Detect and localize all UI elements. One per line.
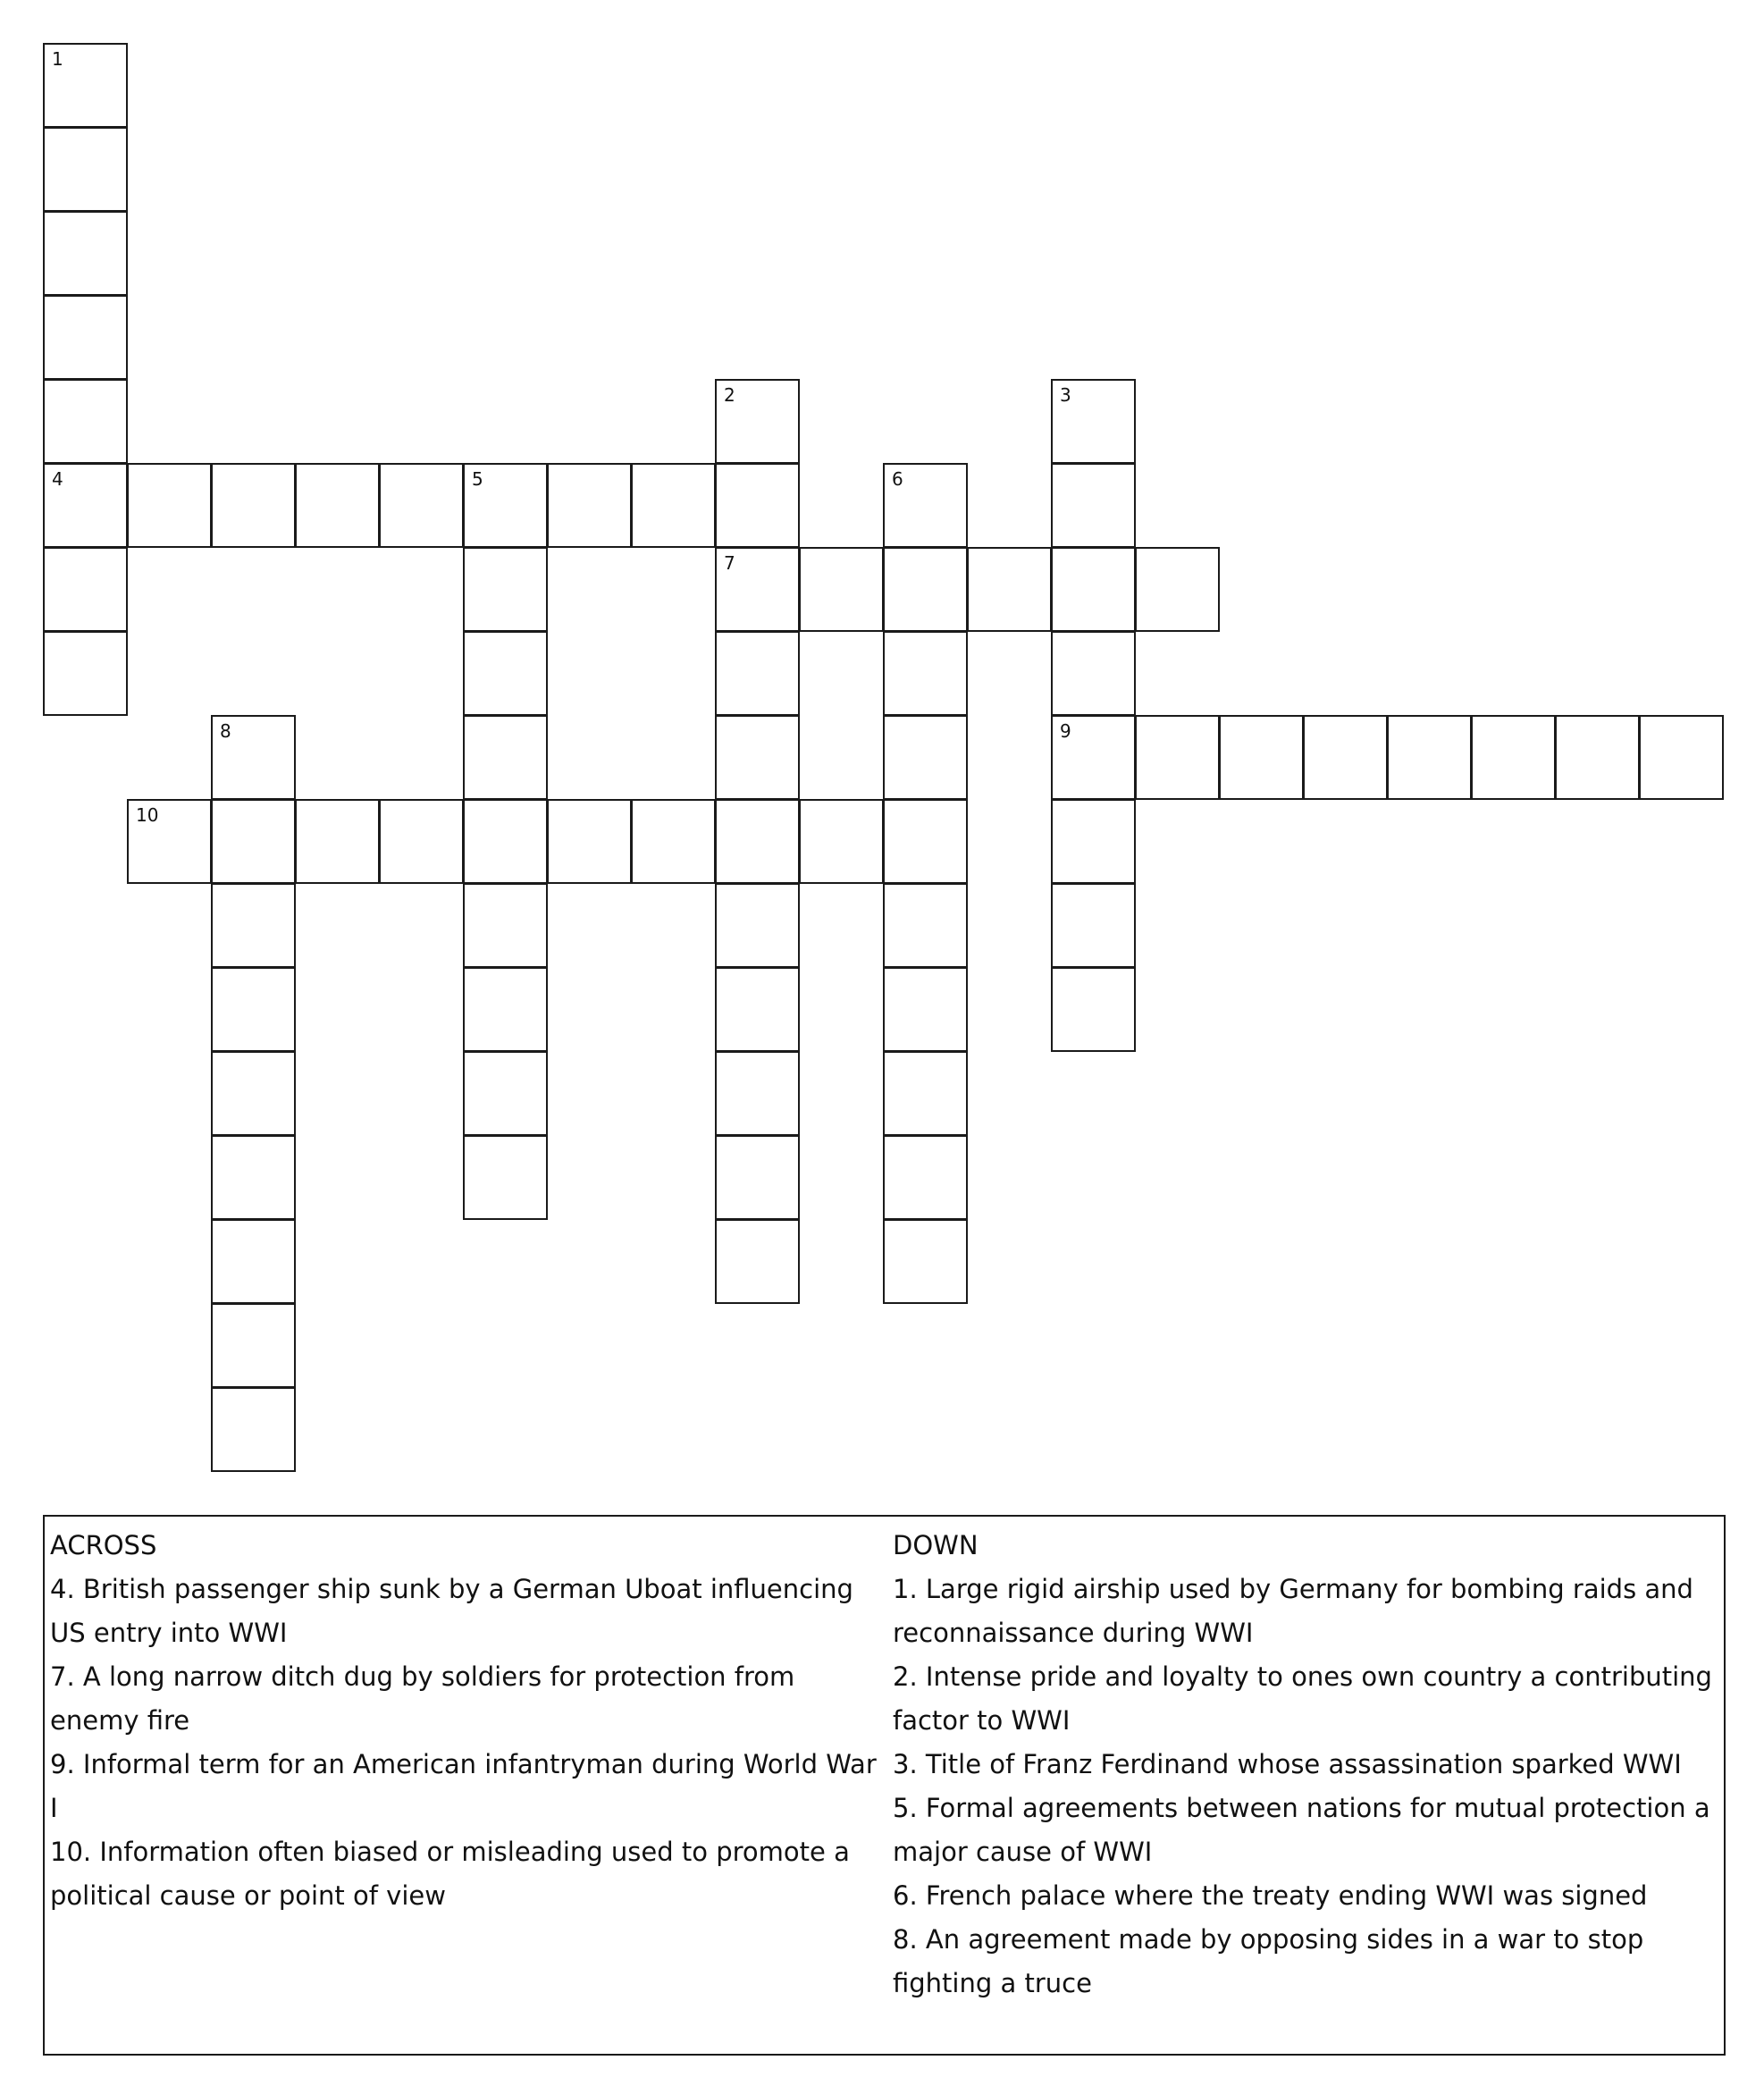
grid-cell[interactable] (43, 295, 128, 380)
grid-cell[interactable] (715, 799, 800, 884)
grid-cell[interactable] (463, 799, 548, 884)
down-clue-3: 3. Title of Franz Ferdinand whose assassination sparked WWI (893, 1749, 1682, 1779)
grid-cell[interactable] (211, 967, 296, 1052)
grid-cell[interactable] (1387, 715, 1472, 800)
grid-cell[interactable] (715, 379, 800, 464)
clue-number: 2 (724, 384, 735, 406)
down-clues (893, 1524, 1715, 2006)
down-clue-2: 2. Intense pride and loyalty to ones own country a contributing factor to WWI (893, 1661, 1712, 1736)
clues-box (43, 1515, 1726, 2056)
grid-cell[interactable] (295, 463, 380, 548)
grid-cell[interactable] (883, 883, 968, 968)
clue-number: 5 (472, 468, 483, 490)
grid-cell[interactable] (43, 463, 128, 548)
grid-cell[interactable] (715, 1135, 800, 1220)
grid-cell[interactable] (43, 43, 128, 128)
grid-cell[interactable] (1555, 715, 1640, 800)
grid-cell[interactable] (1471, 715, 1556, 800)
grid-cell[interactable] (715, 631, 800, 716)
grid-cell[interactable] (1051, 631, 1136, 716)
grid-cell[interactable] (211, 799, 296, 884)
grid-cell[interactable] (883, 463, 968, 548)
across-clue-4: 4. British passenger ship sunk by a German Uboat influencing US entry into WWI (50, 1574, 853, 1648)
grid-cell[interactable] (463, 883, 548, 968)
grid-cell[interactable] (715, 967, 800, 1052)
grid-cell[interactable] (1051, 799, 1136, 884)
grid-cell[interactable] (715, 1051, 800, 1136)
grid-cell[interactable] (463, 547, 548, 632)
grid-cell[interactable] (883, 631, 968, 716)
grid-cell[interactable] (1051, 379, 1136, 464)
grid-cell[interactable] (463, 463, 548, 548)
across-clue-10: 10. Information often biased or misleading used to promote a political cause or point of view (50, 1837, 850, 1911)
grid-cell[interactable] (883, 967, 968, 1052)
clue-number: 1 (52, 48, 63, 70)
grid-cell[interactable] (127, 799, 212, 884)
grid-cell[interactable] (1639, 715, 1724, 800)
grid-cell[interactable] (715, 883, 800, 968)
grid-cell[interactable] (211, 463, 296, 548)
grid-cell[interactable] (883, 1219, 968, 1304)
down-clue-6: 6. French palace where the treaty ending WWI was signed (893, 1880, 1648, 1911)
grid-cell[interactable] (43, 547, 128, 632)
grid-cell[interactable] (211, 1219, 296, 1304)
grid-cell[interactable] (799, 799, 884, 884)
grid-cell[interactable] (547, 463, 632, 548)
grid-cell[interactable] (1051, 547, 1136, 632)
grid-cell[interactable] (211, 1135, 296, 1220)
grid-cell[interactable] (127, 463, 212, 548)
grid-cell[interactable] (631, 799, 716, 884)
grid-cell[interactable] (43, 127, 128, 212)
grid-cell[interactable] (211, 883, 296, 968)
grid-cell[interactable] (211, 715, 296, 800)
down-heading: DOWN (893, 1530, 979, 1560)
grid-cell[interactable] (1051, 463, 1136, 548)
grid-cell[interactable] (883, 1051, 968, 1136)
grid-cell[interactable] (631, 463, 716, 548)
grid-cell[interactable] (1051, 883, 1136, 968)
grid-cell[interactable] (43, 211, 128, 296)
grid-cell[interactable] (883, 799, 968, 884)
grid-cell[interactable] (715, 715, 800, 800)
grid-cell[interactable] (463, 715, 548, 800)
clue-number: 8 (220, 720, 231, 742)
grid-cell[interactable] (967, 547, 1052, 632)
grid-cell[interactable] (43, 379, 128, 464)
grid-cell[interactable] (463, 1051, 548, 1136)
across-heading: ACROSS (50, 1530, 157, 1560)
across-clues (50, 1524, 881, 1918)
across-clue-9: 9. Informal term for an American infantryman during World War I (50, 1749, 877, 1823)
grid-cell[interactable] (295, 799, 380, 884)
grid-cell[interactable] (463, 1135, 548, 1220)
grid-cell[interactable] (715, 463, 800, 548)
grid-cell[interactable] (463, 631, 548, 716)
clue-number: 3 (1060, 384, 1071, 406)
grid-cell[interactable] (43, 631, 128, 716)
clue-number: 9 (1060, 720, 1071, 742)
grid-cell[interactable] (883, 1135, 968, 1220)
grid-cell[interactable] (883, 715, 968, 800)
grid-cell[interactable] (799, 547, 884, 632)
clue-number: 4 (52, 468, 63, 490)
clue-number: 7 (724, 552, 735, 574)
grid-cell[interactable] (1303, 715, 1388, 800)
clue-number: 6 (892, 468, 903, 490)
clue-number: 10 (136, 804, 159, 826)
grid-cell[interactable] (1051, 715, 1136, 800)
grid-cell[interactable] (1135, 715, 1220, 800)
grid-cell[interactable] (1051, 967, 1136, 1052)
grid-cell[interactable] (379, 463, 464, 548)
grid-cell[interactable] (1219, 715, 1304, 800)
grid-cell[interactable] (211, 1051, 296, 1136)
grid-cell[interactable] (715, 1219, 800, 1304)
grid-cell[interactable] (547, 799, 632, 884)
down-clue-5: 5. Formal agreements between nations for mutual protection a major cause of WWI (893, 1793, 1710, 1867)
across-clue-7: 7. A long narrow ditch dug by soldiers for protection from enemy fire (50, 1661, 795, 1736)
down-clue-8: 8. An agreement made by opposing sides in a war to stop fighting a truce (893, 1924, 1644, 1998)
grid-cell[interactable] (715, 547, 800, 632)
grid-cell[interactable] (379, 799, 464, 884)
down-clue-1: 1. Large rigid airship used by Germany for bombing raids and reconnaissance during WWI (893, 1574, 1693, 1648)
grid-cell[interactable] (883, 547, 968, 632)
grid-cell[interactable] (211, 1387, 296, 1472)
grid-cell[interactable] (463, 967, 548, 1052)
grid-cell[interactable] (211, 1303, 296, 1388)
grid-cell[interactable] (1135, 547, 1220, 632)
